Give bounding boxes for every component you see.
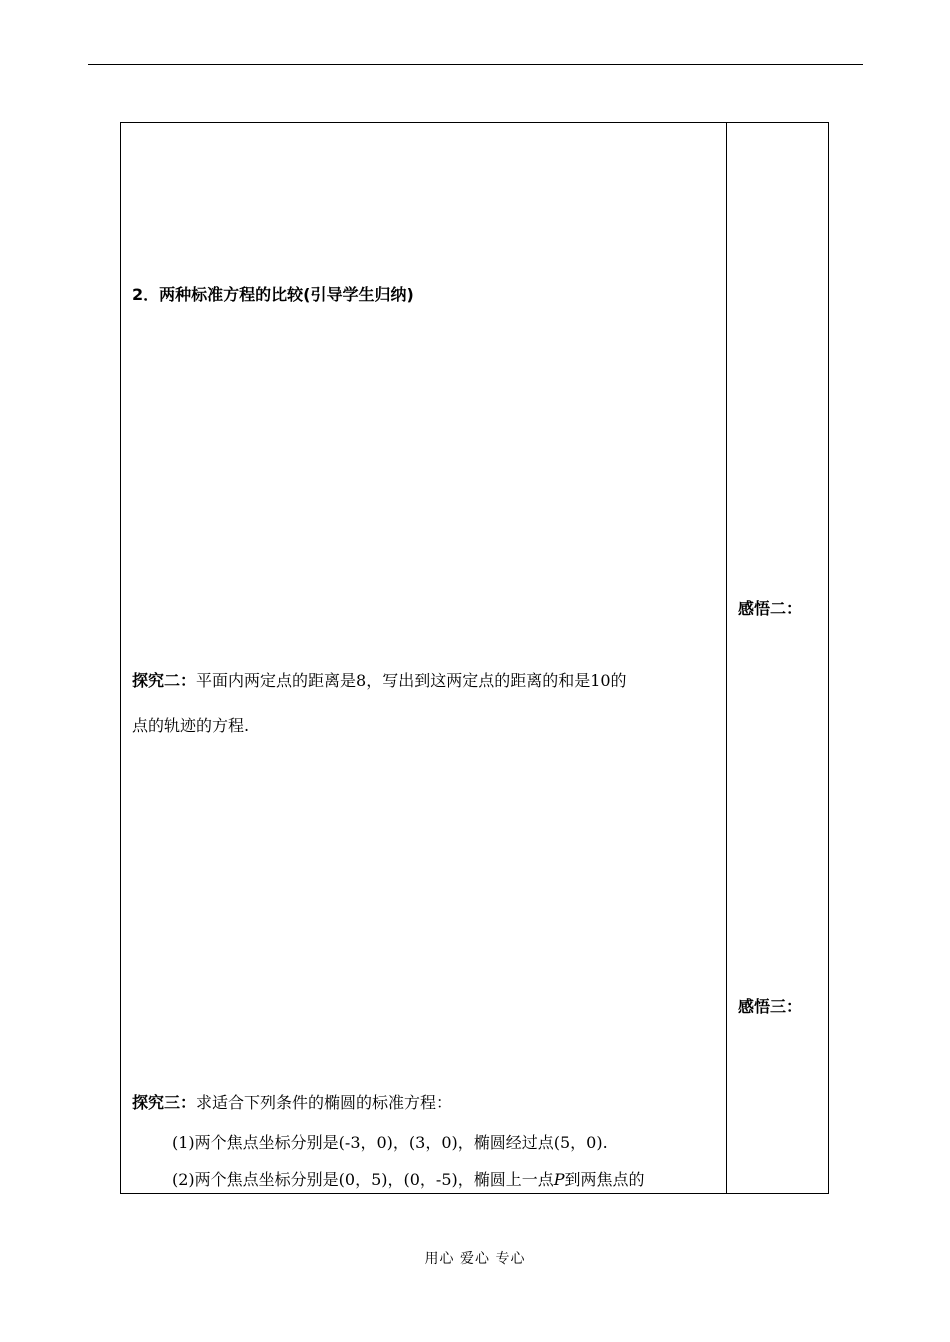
lesson-table (120, 122, 829, 1194)
explore2-line2: 点的轨迹的方程. (132, 716, 250, 735)
explore3-item2-part1: (2)两个焦点坐标分别是(0，5)，(0，-5)，椭圆上一点 (172, 1170, 554, 1189)
section2-title: 2．两种标准方程的比较(引导学生归纳) (132, 285, 414, 304)
explore3-intro-line (132, 1093, 452, 1113)
explore3-intro: 求适合下列条件的椭圆的标准方程： (196, 1093, 453, 1112)
explore3-item2-var: P (553, 1170, 565, 1189)
explore3-label: 探究三： (132, 1093, 197, 1112)
explore3-item2-part2: 到两焦点的 (564, 1170, 645, 1189)
header-rule (88, 64, 863, 65)
explore2-text: 平面内两定点的距离是8，写出到这两定点的距离的和是10的 (196, 671, 627, 690)
explore2-line1 (132, 671, 627, 691)
table-column-divider (726, 122, 727, 1194)
reflection3-label: 感悟三： (738, 997, 803, 1016)
explore3-item2 (172, 1170, 645, 1190)
explore3-item1: (1)两个焦点坐标分别是(-3，0)，(3，0)，椭圆经过点(5，0). (172, 1133, 608, 1152)
page-footer: 用心 爱心 专心 (424, 1251, 526, 1267)
reflection2-label: 感悟二： (738, 599, 803, 618)
explore2-label: 探究二： (132, 671, 197, 690)
